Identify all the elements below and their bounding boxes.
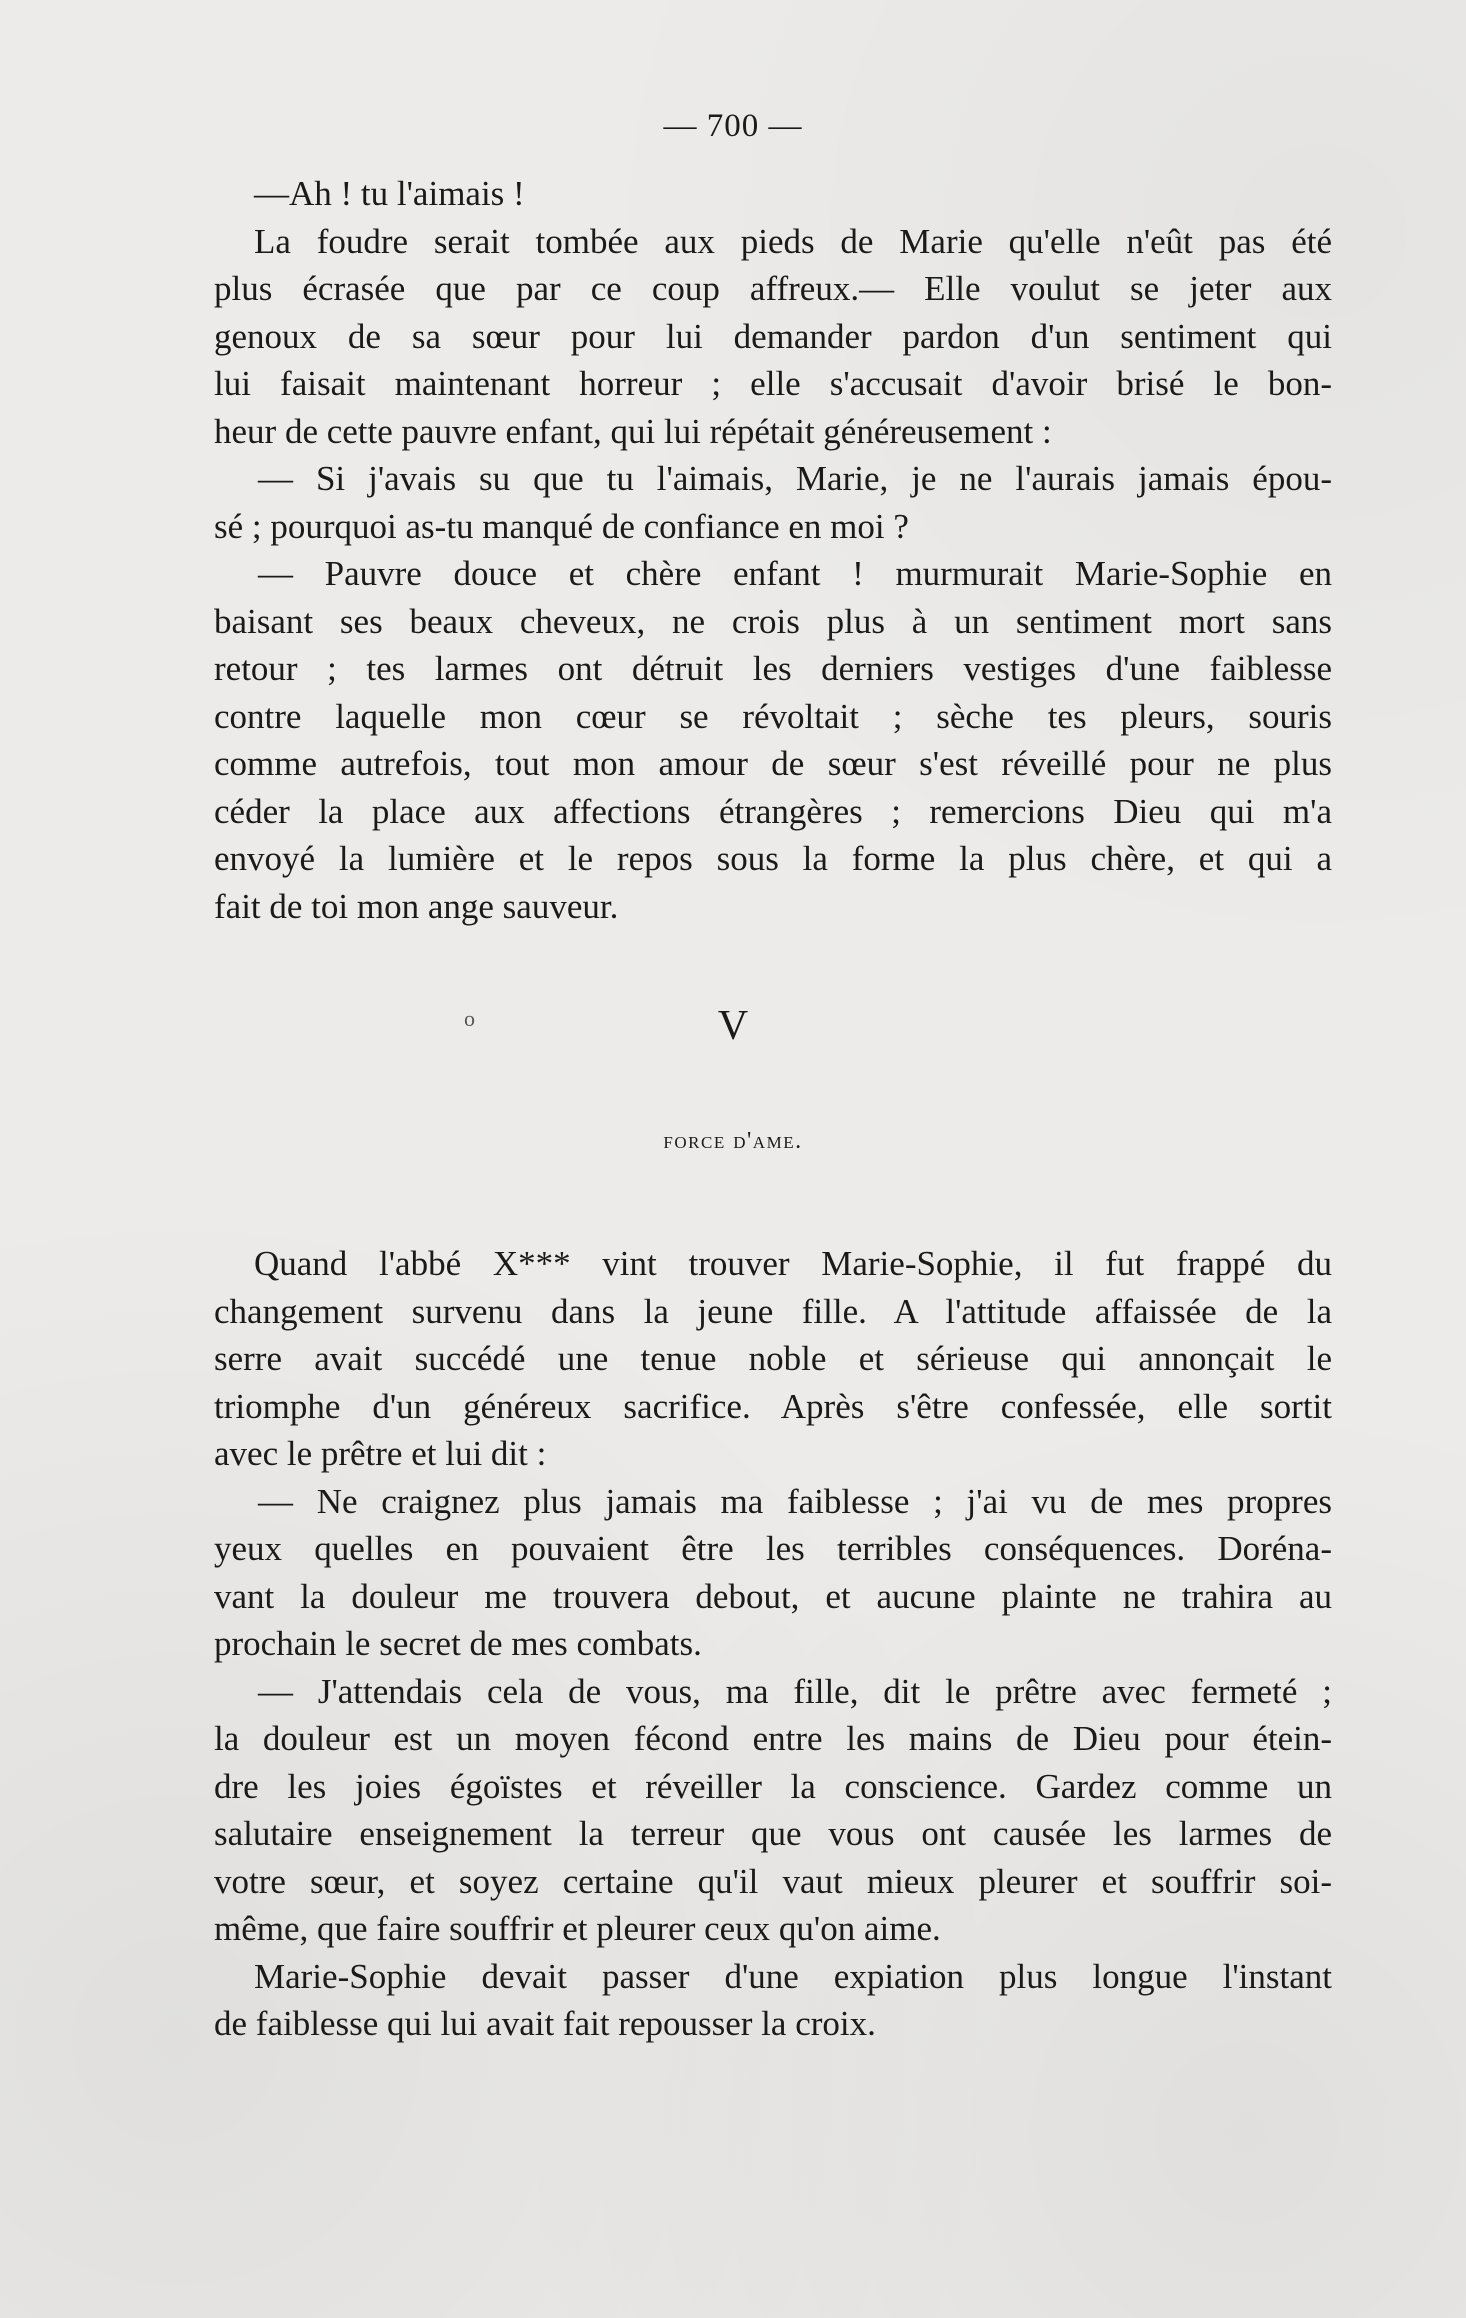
text-line: avec le prêtre et lui dit : (214, 1434, 547, 1473)
text-line: — J'attendais cela de vous, ma fille, dit le prêtre avec fermeté ; (258, 1671, 1332, 1711)
chapter-numeral: V (717, 1003, 749, 1049)
text-line: Marie-Sophie devait passer d'une expiation plus longue l'instant (254, 1956, 1332, 1996)
text-line: changement survenu dans la jeune fille. A l'attitude affaissée de la (214, 1291, 1332, 1331)
page-number: — 700 — (663, 108, 803, 144)
text-line: triomphe d'un généreux sacrifice. Après s'être confessée, elle sortit (214, 1386, 1332, 1426)
text-line: contre laquelle mon cœur se révoltait ; sèche tes pleurs, souris (214, 696, 1332, 736)
text-line: sé ; pourquoi as-tu manqué de confiance en moi ? (214, 506, 909, 546)
text-line: céder la place aux affections étrangères ; remercions Dieu qui m'a (214, 791, 1332, 831)
text-line: plus écrasée que par ce coup affreux.— Elle voulut se jeter aux (214, 269, 1332, 308)
text-line: yeux quelles en pouvaient être les terribles conséquences. Doréna- (214, 1529, 1332, 1568)
text-line: — Si j'avais su que tu l'aimais, Marie, je ne l'aurais jamais épou- (258, 459, 1332, 498)
text-line: lui faisait maintenant horreur ; elle s'accusait d'avoir brisé le bon- (214, 364, 1332, 403)
ink-speck-decoration: o (464, 1006, 475, 1031)
text-line: — Ne craignez plus jamais ma faiblesse ; j'ai vu de mes propres (258, 1481, 1332, 1521)
text-line: de faiblesse qui lui avait fait repousser la croix. (214, 2004, 876, 2043)
text-line: Quand l'abbé X*** vint trouver Marie-Sophie, il fut frappé du (254, 1244, 1332, 1283)
paragraph-block-chapter-v (214, 1240, 1332, 2048)
text-line: comme autrefois, tout mon amour de sœur s'est réveillé pour ne plus (214, 744, 1332, 783)
text-line: retour ; tes larmes ont détruit les derniers vestiges d'une faiblesse (214, 649, 1332, 688)
text-line: heur de cette pauvre enfant, qui lui répétait généreusement : (214, 411, 1052, 451)
text-line: salutaire enseignement la terreur que vous ont causée les larmes de (214, 1814, 1332, 1853)
text-line: —Ah ! tu l'aimais ! (254, 174, 525, 213)
text-line: baisant ses beaux cheveux, ne crois plus à un sentiment mort sans (214, 601, 1332, 641)
text-line: votre sœur, et soyez certaine qu'il vaut mieux pleurer et souffrir soi- (214, 1861, 1332, 1901)
text-line: La foudre serait tombée aux pieds de Marie qu'elle n'eût pas été (254, 221, 1332, 261)
text-line: dre les joies égoïstes et réveiller la conscience. Gardez comme un (214, 1766, 1332, 1806)
text-line: même, que faire souffrir et pleurer ceux qu'on aime. (214, 1909, 941, 1948)
text-line: serre avait succédé une tenue noble et sérieuse qui annonçait le (214, 1339, 1332, 1378)
text-line: prochain le secret de mes combats. (214, 1624, 702, 1663)
text-line: vant la douleur me trouvera debout, et aucune plainte ne trahira au (214, 1576, 1332, 1616)
text-line: fait de toi mon ange sauveur. (214, 886, 619, 926)
text-line: la douleur est un moyen fécond entre les mains de Dieu pour étein- (214, 1719, 1332, 1758)
paragraph-block-dialogue (214, 170, 1332, 930)
text-line: genoux de sa sœur pour lui demander pardon d'un sentiment qui (214, 316, 1332, 356)
text-line: — Pauvre douce et chère enfant ! murmurait Marie-Sophie en (258, 554, 1332, 593)
text-line: envoyé la lumière et le repos sous la forme la plus chère, et qui a (214, 839, 1332, 878)
chapter-title: force d'ame. (663, 1128, 803, 1154)
